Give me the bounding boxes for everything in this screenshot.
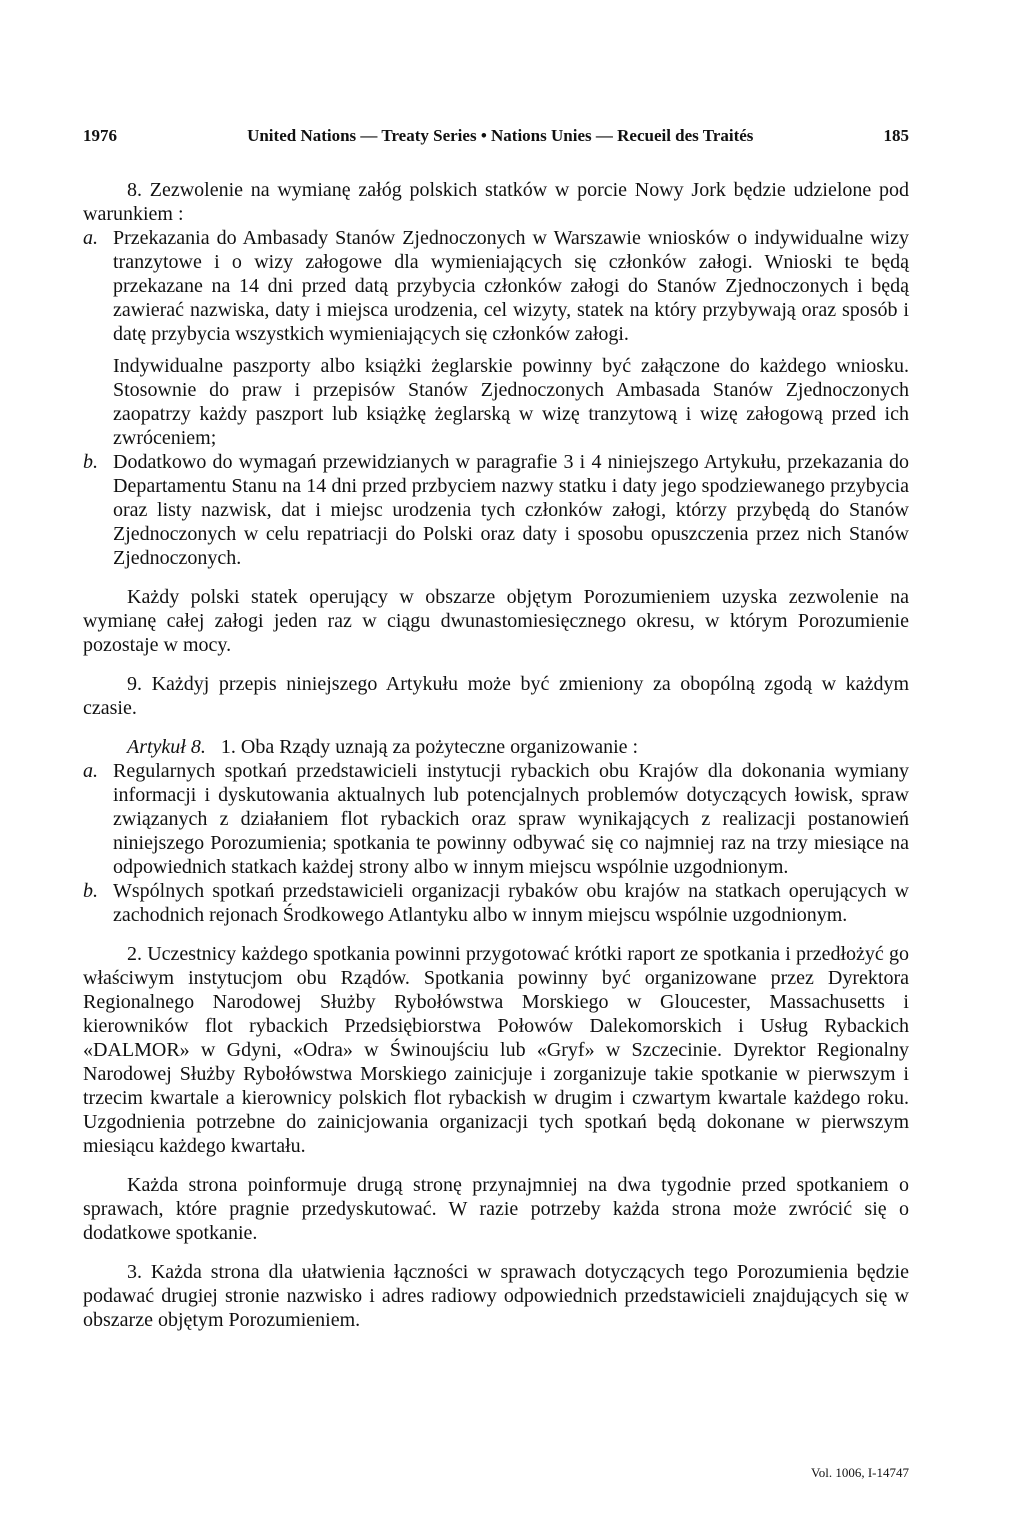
paragraph-8: 8. Zezwolenie na wymianę załóg polskich statków w porcie Nowy Jork będzie udzielone pod warunkiem : xyxy=(83,179,909,225)
article-8-paragraph-1: 1. Oba Rządy uznają za pożyteczne organizowanie : xyxy=(220,736,639,758)
header-page-number: 185 xyxy=(883,126,909,145)
list-item-art8a xyxy=(83,759,909,879)
item-marker: a. xyxy=(83,760,98,782)
paragraph-8-closing: Każdy polski statek operujący w obszarze objętym Porozumieniem uzyska zezwolenie na wymianę całej załogi jeden raz w ciągu dwunastomiesięcznego okresu, w którym Porozumienie pozostaje w mocy. xyxy=(83,586,909,656)
document-body xyxy=(83,178,909,1332)
paragraph-art8b: Wspólnych spotkań przedstawicieli organizacji rybaków obu krajów na statkach operujących w zachodnich rejonach Środkowego Atlantyku albo w innym miejscu wspólnie uzgodnionym. xyxy=(113,880,909,926)
list-item-8b xyxy=(83,450,909,570)
list-item-art8b xyxy=(83,879,909,927)
item-marker: b. xyxy=(83,880,98,902)
running-header xyxy=(83,126,909,150)
paragraph-8b: Dodatkowo do wymagań przewidzianych w paragrafie 3 i 4 niniejszego Artykułu, przekazania do Departamentu Stanu na 14 dni przed przbyciem nazwy statku i daty jego spodziewanego przybycia oraz listy nazwisk, dat i miejsc urodzenia tych członków załogi, którzy przybędą do Stanów Zjednoczonych w celu repatriacji do Polski oraz daty i sposobu opuszczenia przez nich Stanów Zjednoczonych. xyxy=(113,451,909,569)
paragraph-8a: Przekazania do Ambasady Stanów Zjednoczonych w Warszawie wniosków o indywidualne wizy tranzytowe i o wizy załogowe dla wymieniających się członków załogi. Wnioski te będą przekazane na 14 dni przed datą przybycia członków załogi do Stanów Zjednoczonych i będą zawierać nazwiska, daty i miejsca urodzenia, cel wizyty, statek na który przybywają oraz sposób i datę przybycia wszystkich wymieniających się członków załogi. xyxy=(113,227,909,345)
paragraph-9: 9. Każdyj przepis niniejszego Artykułu może być zmieniony za obopólną zgodą w każdym czasie. xyxy=(83,673,909,719)
list-item-8a xyxy=(83,226,909,450)
article-8-heading xyxy=(83,735,909,759)
item-marker: b. xyxy=(83,451,98,473)
item-marker: a. xyxy=(83,227,98,249)
article-8-paragraph-2: 2. Uczestnicy każdego spotkania powinni przygotować krótki raport ze spotkania i przedłożyć go właściwym instytucjom obu Rządów. Spotkania powinny być organizowane przez Dyrektora Regionalnego Narodowej Służby Rybołówstwa Morskiego w Gloucester, Massachusetts i kierowników flot rybackich Przedsiębiorstwa Połowów Dalekomorskich i Usług Rybackich «DALMOR» w Gdyni, «Odra» w Świnoujściu lub «Gryf» w Szczecinie. Dyrektor Regionalny Narodowej Służby Rybołówstwa Morskiego zainicjuje i zorganizuje takie spotkanie w pierwszym i trzecim kwartale a kierownicy polskich flot rybackish w drugim i czwartym kwartale każdego roku. Uzgodnienia potrzebne do zainicjowania organizacji tych spotkań będą dokonane w pierwszym miesiącu każdego kwartału. xyxy=(83,943,909,1157)
header-year: 1976 xyxy=(83,126,117,145)
header-series-title: United Nations — Treaty Series • Nations Unies — Recueil des Traités xyxy=(247,126,754,145)
article-8-label: Artykuł 8. xyxy=(127,736,206,758)
article-8-paragraph-2b: Każda strona poinformuje drugą stronę przynajmniej na dwa tygodnie przed spotkaniem o sprawach, które pragnie przedyskutować. W razie potrzeby każda strona może zwrócić się o dodatkowe spotkanie. xyxy=(83,1174,909,1244)
document-page xyxy=(83,126,909,1332)
volume-reference: Vol. 1006, I-14747 xyxy=(811,1465,909,1480)
paragraph-8a-continued: Indywidualne paszporty albo książki żeglarskie powinny być załączone do każdego wniosku. Stosownie do praw i przepisów Stanów Zjednoczonych Ambasada Stanów Zjednoczonych zaopatrzy każdy paszport lub książkę żeglarską w wizę tranzytową i wizę załogową przed ich zwróceniem; xyxy=(113,355,909,449)
paragraph-art8a: Regularnych spotkań przedstawicieli instytucji rybackich obu Krajów dla dokonania wymiany informacji i dyskutowania aktualnych lub potencjalnych problemów dotyczących łowisk, spraw związanych z działaniem flot rybackich oraz spraw wynikających z realizacji postanowień niniejszego Porozumienia; spotkania te powinny odbywać się co najmniej raz na trzy miesiące na odpowiednich statkach każdej strony albo w innym miejscu wspólnie uzgodnionym. xyxy=(113,760,909,878)
article-8-paragraph-3: 3. Każda strona dla ułatwienia łączności w sprawach dotyczących tego Porozumienia będzie podawać drugiej stronie nazwisko i adres radiowy odpowiednich przedstawicieli znajdujących się w obszarze objętym Porozumieniem. xyxy=(83,1261,909,1331)
